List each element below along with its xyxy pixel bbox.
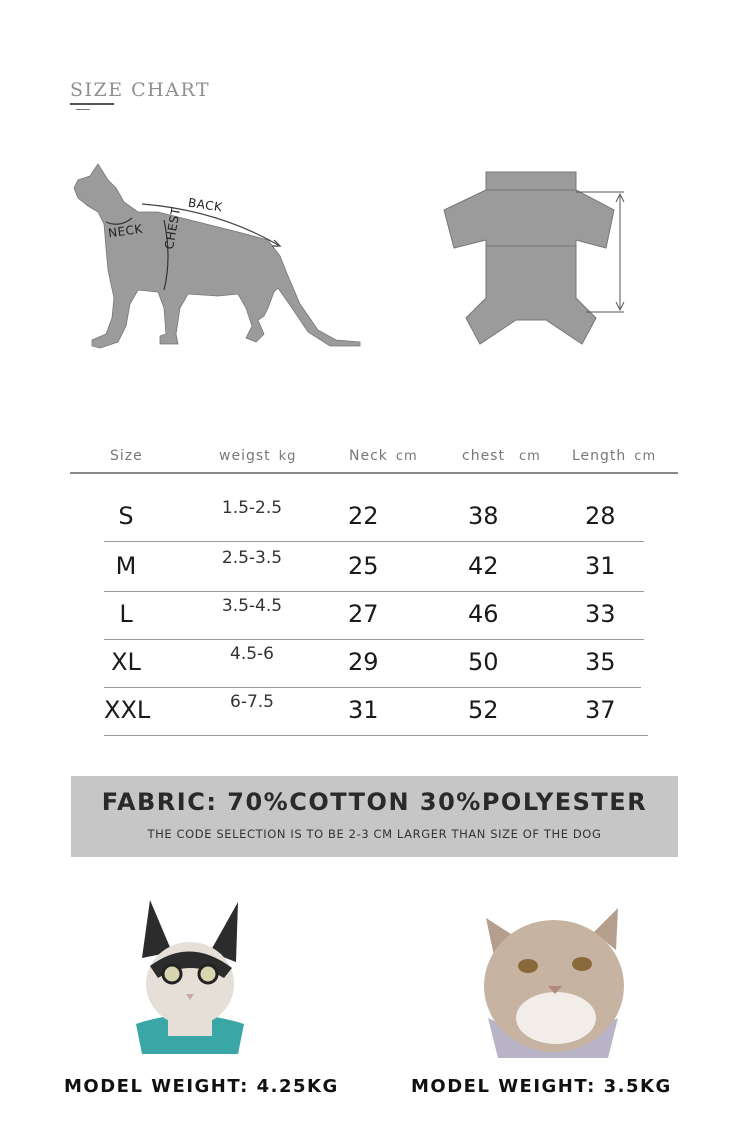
- back-arrow-head: [272, 240, 280, 246]
- neck-cell: 25: [348, 552, 379, 580]
- model-weight-caption-1: MODEL WEIGHT: 4.25KG: [64, 1076, 339, 1097]
- chest-cell: 38: [468, 502, 499, 530]
- length-cell: 35: [585, 648, 616, 676]
- length-cell: 28: [585, 502, 616, 530]
- table-row: [104, 492, 648, 542]
- header-size: Size: [110, 448, 143, 464]
- size-cell: M: [115, 552, 137, 580]
- muzzle: [516, 992, 596, 1044]
- weight-cell: 3.5-4.5: [221, 596, 283, 616]
- weight-cell: 2.5-3.5: [221, 548, 283, 568]
- neck-cell: 27: [348, 600, 379, 628]
- chest-label: CHEST: [162, 206, 184, 251]
- chest-cell: 52: [468, 696, 499, 724]
- chest-cell: 46: [468, 600, 499, 628]
- fabric-composition: FABRIC: 70%COTTON 30%POLYESTER: [101, 788, 648, 816]
- cat-silhouette: [74, 164, 360, 348]
- weight-cell: 4.5-6: [230, 644, 274, 664]
- size-cell: S: [118, 502, 134, 530]
- table-row: [104, 590, 648, 640]
- garment-diagram: [436, 166, 636, 356]
- neck-label: NECK: [107, 221, 144, 241]
- size-cell: XL: [111, 648, 141, 676]
- table-row: [104, 638, 648, 688]
- header-length: Length cm: [572, 448, 657, 464]
- page-title: SIZE CHART: [70, 79, 211, 101]
- neck: [168, 1014, 212, 1036]
- eye-left: [518, 959, 538, 973]
- table-row: [104, 686, 648, 736]
- eye-left: [163, 965, 181, 983]
- length-cell: 31: [585, 552, 616, 580]
- model-weight-caption-2: MODEL WEIGHT: 3.5KG: [411, 1076, 672, 1097]
- size-cell: XXL: [104, 696, 151, 724]
- cat-measurement-diagram: [68, 158, 368, 358]
- model-photo-sphynx: [128, 896, 252, 1060]
- title-underline-accent: [76, 109, 90, 110]
- header-weight: weigst kg: [219, 448, 297, 464]
- header-neck: Neck cm: [349, 448, 418, 464]
- header-rule: [70, 472, 678, 474]
- row-divider: [104, 735, 648, 736]
- garment-silhouette: [444, 172, 614, 344]
- back-label: BACK: [187, 195, 224, 215]
- eye-right: [572, 957, 592, 971]
- chest-cell: 42: [468, 552, 499, 580]
- length-cell: 33: [585, 600, 616, 628]
- table-row: [104, 542, 648, 592]
- neck-cell: 22: [348, 502, 379, 530]
- fabric-banner: [71, 776, 678, 857]
- sizing-note: THE CODE SELECTION IS TO BE 2-3 CM LARGER THAN SIZE OF THE DOG: [147, 827, 602, 841]
- model-photo-exotic: [468, 900, 638, 1062]
- eye-right: [199, 965, 217, 983]
- weight-cell: 1.5-2.5: [221, 498, 283, 518]
- title-underline: [70, 103, 114, 105]
- header-chest: chest cm: [462, 448, 541, 464]
- weight-cell: 6-7.5: [230, 692, 274, 712]
- neck-cell: 31: [348, 696, 379, 724]
- chest-cell: 50: [468, 648, 499, 676]
- size-cell: L: [119, 600, 133, 628]
- length-cell: 37: [585, 696, 616, 724]
- neck-cell: 29: [348, 648, 379, 676]
